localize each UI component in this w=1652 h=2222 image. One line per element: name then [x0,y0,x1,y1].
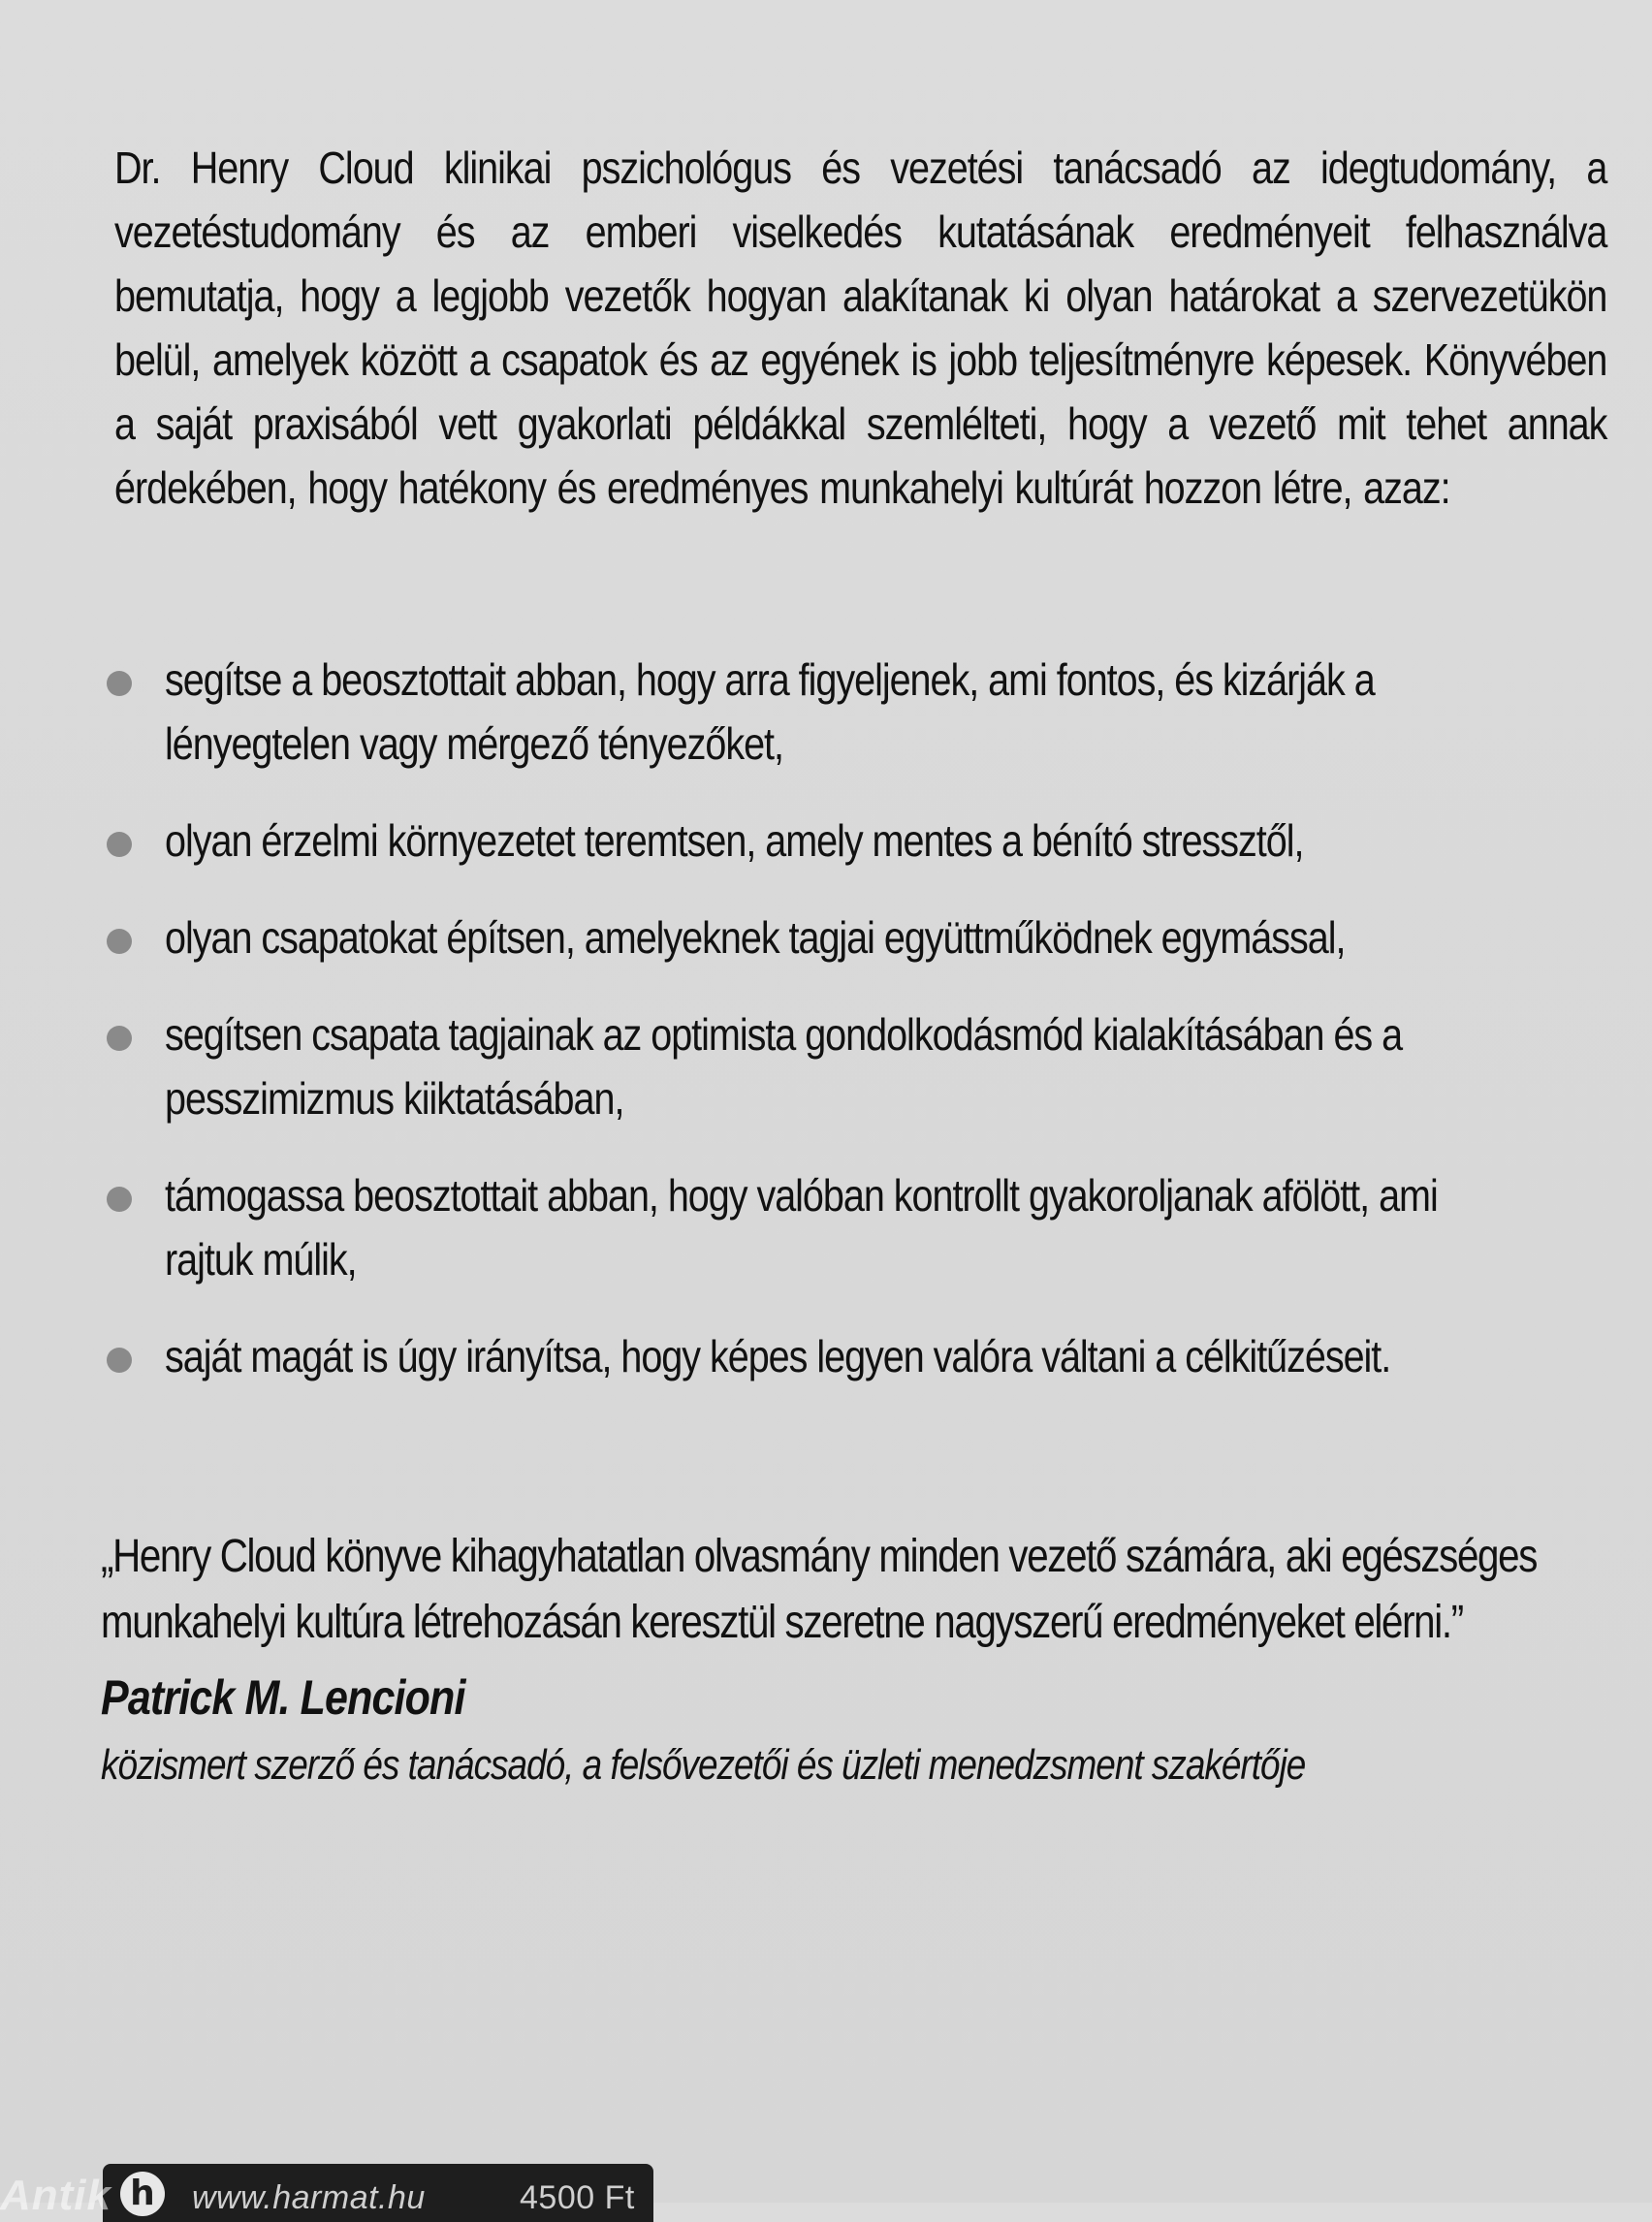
watermark: Antik [0,2172,111,2219]
intro-paragraph: Dr. Henry Cloud klinikai pszichológus és vezetési tanácsadó az idegtudomány, a vezetéstudomány és az emberi viselkedés kutatásának eredményeit felhasználva bemutatja, hogy a legjobb vezetők hogyan alakítanak ki olyan határokat a szervezetükön belül, amelyek között a csapatok és az egyének is jobb teljesítményre képesek. Könyvében a saját praxisából vett gyakorlati példákkal szemlélteti, hogy a vezető mit tehet annak érdekében, hogy hatékony és eredményes munkahelyi kultúrát hozzon létre, azaz: [114,143,1607,513]
list-item: segítsen csapata tagjainak az optimista gondolkodásmód kialakításában és a pesszimizmus kiiktatásában, [105,1002,1598,1130]
bullet-list [105,648,1598,1421]
price-label: 4500 Ft [520,2179,635,2216]
list-item: saját magát is úgy irányítsa, hogy képes legyen valóra váltani a célkitűzéseit. [105,1324,1598,1388]
list-item: segítse a beosztottait abban, hogy arra figyeljenek, ami fontos, és kizárják a lényegtelen vagy mérgező tényezőket, [105,648,1598,776]
bullet-dot-icon [107,671,132,696]
bullet-dot-icon [107,1026,132,1051]
list-item: támogassa beosztottait abban, hogy valóban kontrollt gyakoroljanak afölött, ami rajtuk múlik, [105,1163,1598,1291]
publisher-logo-icon: h [120,2172,165,2216]
bullet-dot-icon [107,832,132,857]
bullet-dot-icon [107,1348,132,1373]
publisher-url[interactable]: www.harmat.hu [192,2179,426,2216]
bullet-dot-icon [107,929,132,954]
bullet-dot-icon [107,1187,132,1212]
endorsement-quote: „Henry Cloud könyve kihagyhatatlan olvasmány minden vezető számára, aki egészséges munkahelyi kultúra létrehozásán keresztül szeretne nagyszerű eredményeket elérni.” [101,1531,1538,1648]
quote-author: Patrick M. Lencioni [101,1670,465,1725]
list-item: olyan csapatokat építsen, amelyeknek tagjai együttműködnek egymással, [105,905,1598,969]
quote-author-role: közismert szerző és tanácsadó, a felsővezetői és üzleti menedzsment szakértője [101,1741,1306,1789]
list-item: olyan érzelmi környezetet teremtsen, amely mentes a bénító stressztől, [105,809,1598,873]
publisher-bar [103,2164,653,2222]
